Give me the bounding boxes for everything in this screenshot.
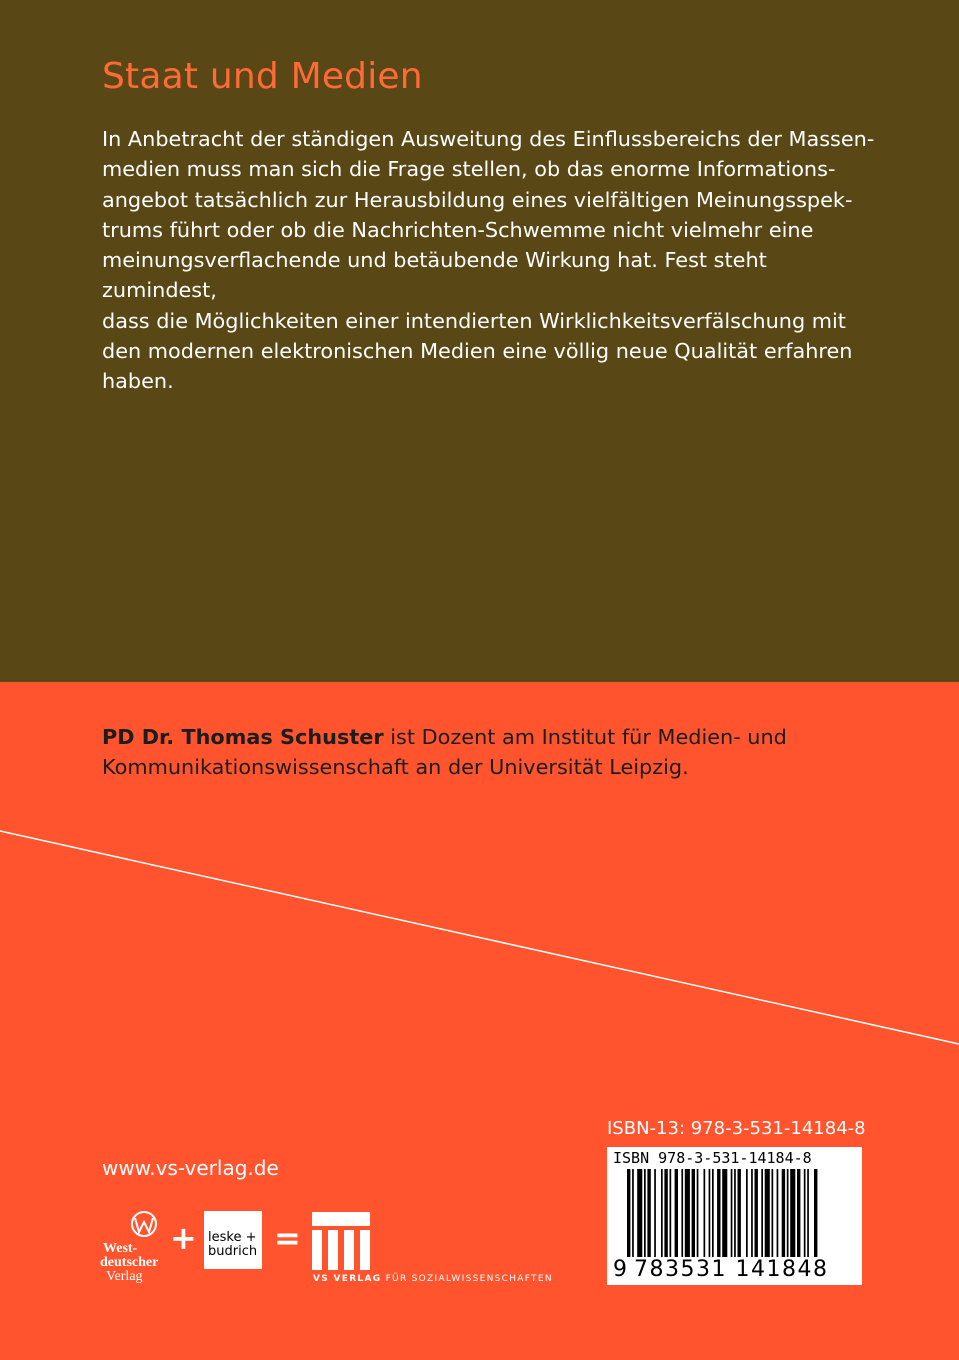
author-bio	[102, 722, 902, 782]
blurb-line: angebot tatsächlich zur Herausbildung eines vielfältigen Meinungsspek-	[102, 187, 853, 212]
barcode-first-digit: 9	[613, 1257, 627, 1282]
vs-rest: FÜR SOZIALWISSENSCHAFTEN	[381, 1274, 553, 1284]
westdeutscher-verlag-logo	[100, 1210, 158, 1284]
vs-verlag-logo-icon	[312, 1212, 372, 1270]
author-name: PD Dr. Thomas Schuster	[102, 725, 384, 749]
wd-line2: deutscher	[100, 1255, 158, 1270]
barcode-bars	[607, 1169, 862, 1261]
blurb	[102, 124, 882, 397]
leske-budrich-logo	[204, 1211, 262, 1269]
wd-line1: West-	[103, 1241, 138, 1256]
lb-line1: leske +	[208, 1230, 257, 1245]
vs-verlag-wordmark	[313, 1274, 553, 1284]
blurb-line: meinungsverflachende und betäubende Wirkung hat. Fest steht zumindest,	[102, 248, 767, 303]
blurb-line: haben.	[102, 369, 174, 394]
equals-sign: =	[274, 1219, 301, 1257]
wd-line3: Verlag	[106, 1269, 143, 1284]
blurb-line: den modernen elektronischen Medien eine völlig neue Qualität erfahren	[102, 339, 853, 364]
barcode-digits: 783531 141848	[634, 1257, 829, 1282]
book-title: Staat und Medien	[102, 56, 423, 97]
vs-bold: VS VERLAG	[313, 1274, 382, 1284]
barcode-isbn-text: ISBN 978-3-531-14184-8	[613, 1149, 812, 1167]
blurb-line: medien muss man sich die Frage stellen, ob das enorme Informations-	[102, 157, 836, 182]
blurb-line: In Anbetracht der ständigen Ausweitung des Einflussbereichs der Massen-	[102, 127, 875, 151]
lb-line2: budrich	[208, 1244, 258, 1259]
author-bio-line1: ist Dozent am Institut für Medien- und	[383, 725, 787, 749]
isbn-label: ISBN-13: 978-3-531-14184-8	[607, 1118, 866, 1139]
plus-sign: +	[170, 1219, 197, 1257]
author-bio-line2: Kommunikationswissenschaft an der Universität Leipzig.	[102, 755, 689, 779]
barcode	[607, 1147, 862, 1285]
westdeutscher-logo-icon	[100, 1210, 158, 1284]
blurb-line: trums führt oder ob die Nachrichten-Schwemme nicht vielmehr eine	[102, 217, 814, 242]
blurb-line: dass die Möglichkeiten einer intendierten Wirklichkeitsverfälschung mit	[102, 308, 846, 333]
website-link[interactable]: www.vs-verlag.de	[102, 1156, 279, 1180]
